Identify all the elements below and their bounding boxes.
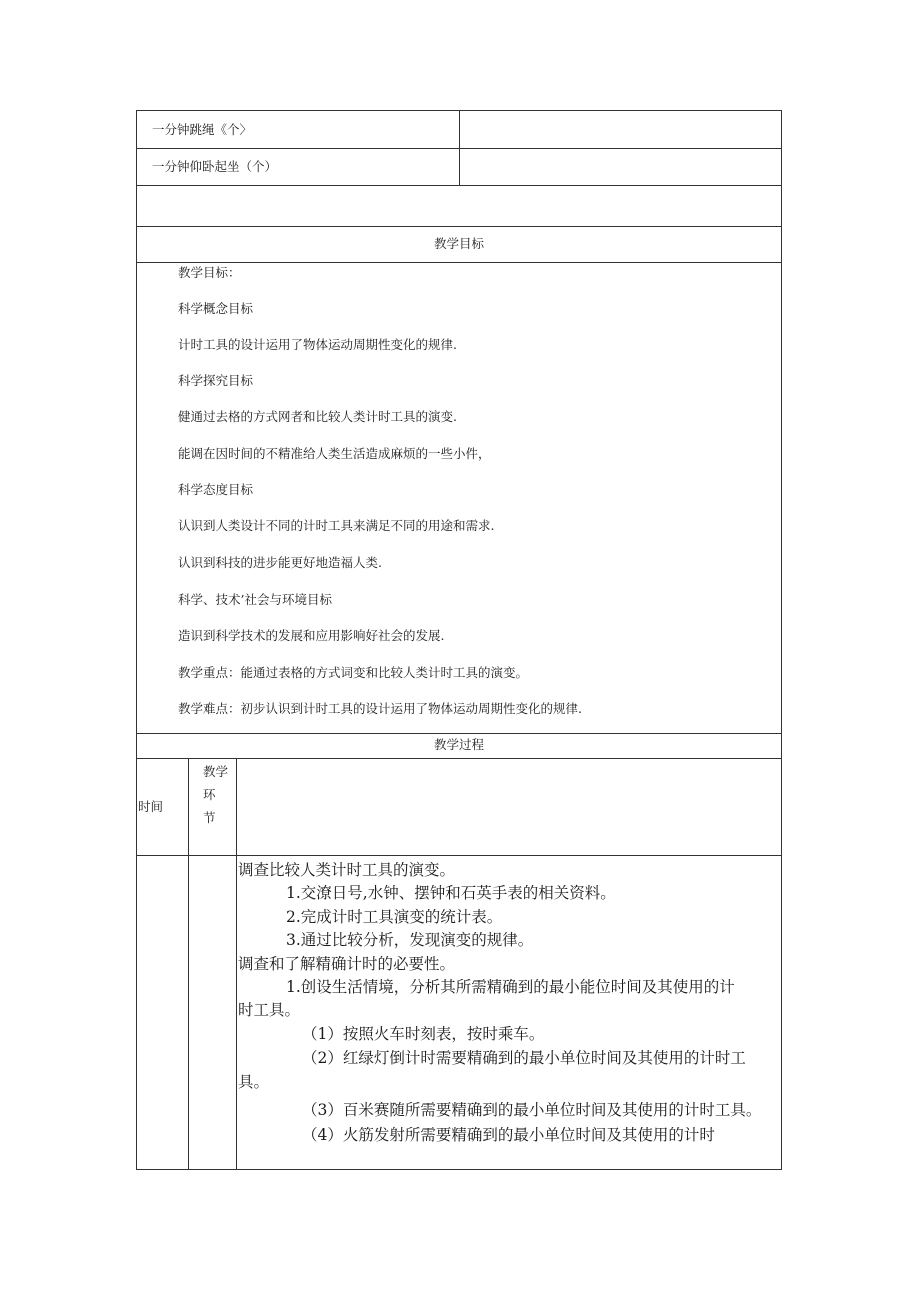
sts-item: 造识到科学技术的发展和应用影响好社会的发展.: [178, 628, 445, 643]
process-item: 3.通过比较分析，发现演变的规律。: [286, 931, 534, 949]
inquiry-item: 能调在因时间的不精准给人类生活造成麻烦的一些小件，: [178, 446, 491, 461]
situps-label: 一分钟仰卧起坐（个）: [152, 159, 278, 174]
row-divider: [136, 733, 782, 734]
row-divider: [136, 226, 782, 227]
process-item: 2.完成计时工具演变的统计表。: [286, 908, 503, 926]
process-item: 1.交潦日号,水钟、摆钟和石英手表的相关资料。: [286, 884, 616, 902]
stage-column-header: 环: [203, 787, 216, 802]
process-subitem: （4）火筋发射所需要精确到的最小单位时间及其使用的计时: [302, 1126, 715, 1144]
stage-column-header: 教学: [203, 764, 229, 779]
column-divider: [459, 110, 460, 186]
concept-heading: 科学概念目标: [178, 301, 254, 316]
column-divider: [236, 758, 237, 1170]
process-subitem: （1）按照火车时刻表，按时乘车。: [302, 1025, 545, 1043]
time-column-header: 时间: [138, 799, 164, 814]
jump-rope-label: 一分钟跳绳《个〉: [152, 122, 253, 137]
stage-column-header: 节: [203, 810, 216, 825]
concept-item: 计时工具的设计运用了物体运动周期性变化的规律.: [178, 337, 457, 352]
attitude-item: 认识到科技的进步能更好地造福人类.: [178, 555, 382, 570]
row-divider: [136, 855, 782, 856]
row-divider: [136, 758, 782, 759]
process-item-continued: 时工具。: [238, 1001, 301, 1019]
sts-heading: 科学、技术’社会与环境目标: [178, 592, 332, 607]
goals-label: 教学目标：: [178, 265, 241, 280]
attitude-item: 认识到人类设计不同的计时工具来满足不同的用途和需求.: [178, 518, 495, 533]
process-item: 1.创设生活情境，分析其所需精确到的最小能位时间及其使用的计: [286, 978, 735, 996]
inquiry-heading: 科学探究目标: [178, 373, 254, 388]
goals-heading: 教学目标: [433, 236, 484, 251]
row-divider: [136, 262, 782, 263]
process-subitem-continued: 具。: [238, 1073, 270, 1091]
key-point: 教学重点：能通过表格的方式词变和比较人类计时工具的演变。: [178, 665, 529, 680]
difficulty: 教学难点：初步认识到计时工具的设计运用了物体运动周期性变化的规律.: [178, 701, 582, 716]
process-subitem: （3）百米赛随所需要精确到的最小单位时间及其使用的计时工具。: [302, 1101, 762, 1119]
process-section: 调查和了解精确计时的必要性。: [238, 955, 456, 973]
inquiry-item: 健通过去格的方式网者和比较人类计时工具的演变.: [178, 409, 457, 424]
process-section: 调查比较人类计时工具的演变。: [238, 861, 456, 879]
column-divider: [188, 758, 189, 1170]
process-subitem: （2）红绿灯倒计时需要精确到的最小单位时间及其使用的计时工: [302, 1049, 746, 1067]
attitude-heading: 科学态度目标: [178, 482, 254, 497]
process-heading: 教学过程: [433, 737, 484, 752]
